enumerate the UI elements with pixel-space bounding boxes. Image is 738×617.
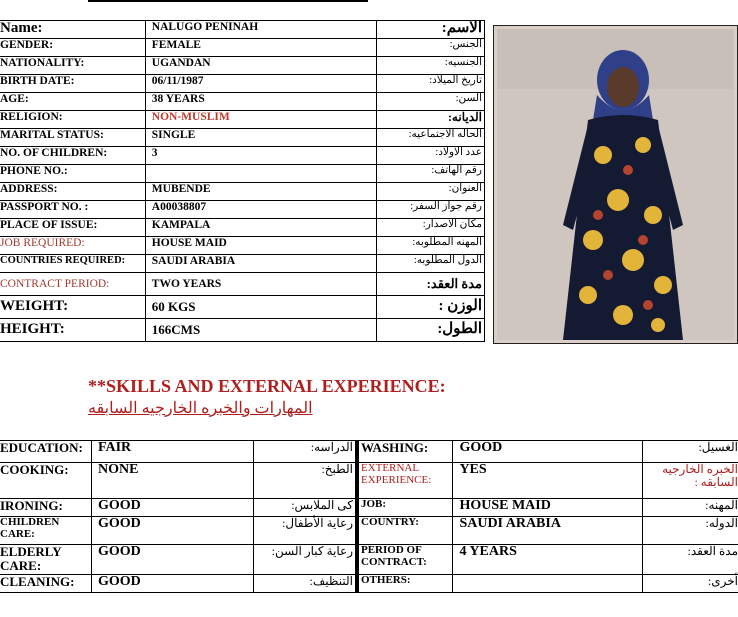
value-passport: A00038807: [145, 201, 376, 219]
personal-info-table: [0, 20, 485, 342]
value-countries: SAUDI ARABIA: [145, 255, 376, 273]
value-cooking: NONE: [91, 463, 253, 499]
label-children: NO. OF CHILDREN:: [0, 147, 145, 165]
ar-label-age: السن:: [377, 93, 485, 111]
ar-label-external-experience: الخبره الخارجيه السابقه :: [643, 463, 738, 499]
label-others: OTHERS:: [357, 575, 453, 593]
value-job: HOUSE MAID: [453, 499, 643, 517]
label-cooking: COOKING:: [0, 463, 91, 499]
ar-label-countries: الدول المطلوبه:: [377, 255, 485, 273]
label-ironing: IRONING:: [0, 499, 91, 517]
ar-label-name: الاسم:: [377, 21, 485, 39]
value-others: [453, 575, 643, 593]
label-passport: PASSPORT NO. :: [0, 201, 145, 219]
skills-heading-ar: المهارات والخبره الخارجيه السابقه: [88, 400, 313, 417]
ar-label-passport: رقم جواز السفر:: [377, 201, 485, 219]
label-gender: GENDER:: [0, 39, 145, 57]
row-job-required: [0, 237, 485, 255]
label-job-required: JOB REQUIRED:: [0, 237, 145, 255]
top-rule: [88, 0, 368, 2]
skills-row: [0, 463, 738, 499]
value-birth-date: 06/11/1987: [145, 75, 376, 93]
row-age: [0, 93, 485, 111]
ar-label-washing: الغسيل:: [643, 441, 738, 463]
label-children-care: CHILDREN CARE:: [0, 517, 91, 545]
label-cleaning: CLEANING:: [0, 575, 91, 593]
value-gender: FEMALE: [145, 39, 376, 57]
ar-label-cleaning: التنظيف:: [253, 575, 357, 593]
value-marital-status: SINGLE: [145, 129, 376, 147]
label-countries: COUNTRIES REQUIRED:: [0, 255, 145, 273]
row-children: [0, 147, 485, 165]
value-weight: 60 KGS: [145, 296, 376, 319]
ar-label-ironing: كى الملابس:: [253, 499, 357, 517]
ar-label-height: الطول:: [377, 319, 485, 342]
row-passport: [0, 201, 485, 219]
skills-row: [0, 499, 738, 517]
value-cleaning: GOOD: [91, 575, 253, 593]
label-religion: RELIGION:: [0, 111, 145, 129]
skills-table: [0, 440, 738, 593]
value-name: NALUGO PENINAH: [145, 21, 376, 39]
row-countries: [0, 255, 485, 273]
value-children: 3: [145, 147, 376, 165]
ar-label-elderly-care: رعاية كبار السن:: [253, 545, 357, 575]
ar-label-weight: الوزن :: [377, 296, 485, 319]
ar-label-contract-period: مدة العقد:: [377, 273, 485, 296]
row-contract-period: [0, 273, 485, 296]
ar-label-children: عدد الاولاد:: [377, 147, 485, 165]
ar-label-phone: رقم الهاتف:: [377, 165, 485, 183]
row-name: [0, 21, 485, 39]
row-address: [0, 183, 485, 201]
skills-row: [0, 575, 738, 593]
label-country: COUNTRY:: [357, 517, 453, 545]
label-place-of-issue: PLACE OF ISSUE:: [0, 219, 145, 237]
ar-label-nationality: الجنسيه:: [377, 57, 485, 75]
label-height: HEIGHT:: [0, 319, 145, 342]
ar-label-birth-date: تاريخ الميلاد:: [377, 75, 485, 93]
row-nationality: [0, 57, 485, 75]
ar-label-education: الدراسه:: [253, 441, 357, 463]
skills-heading: **SKILLS AND EXTERNAL EXPERIENCE:: [88, 376, 446, 396]
label-education: EDUCATION:: [0, 441, 91, 463]
value-education: FAIR: [91, 441, 253, 463]
value-children-care: GOOD: [91, 517, 253, 545]
label-contract-period: CONTRACT PERIOD:: [0, 273, 145, 296]
value-period-of-contract: 4 YEARS: [453, 545, 643, 575]
ar-label-others: أخرى:: [643, 575, 738, 593]
candidate-photo: [493, 25, 738, 344]
value-contract-period: TWO YEARS: [145, 273, 376, 296]
row-weight: [0, 296, 485, 319]
skills-row: [0, 517, 738, 545]
label-marital-status: MARITAL STATUS:: [0, 129, 145, 147]
row-height: [0, 319, 485, 342]
label-period-of-contract: PERIOD OF CONTRACT:: [357, 545, 453, 575]
row-birth-date: [0, 75, 485, 93]
value-elderly-care: GOOD: [91, 545, 253, 575]
label-nationality: NATIONALITY:: [0, 57, 145, 75]
ar-label-cooking: الطبخ:: [253, 463, 357, 499]
row-marital-status: [0, 129, 485, 147]
value-age: 38 YEARS: [145, 93, 376, 111]
value-external-experience: YES: [453, 463, 643, 499]
value-ironing: GOOD: [91, 499, 253, 517]
label-job: JOB:: [357, 499, 453, 517]
label-external-experience: EXTERNAL EXPERIENCE:: [357, 463, 453, 499]
value-height: 166CMS: [145, 319, 376, 342]
row-gender: [0, 39, 485, 57]
ar-label-religion: الديانه:: [377, 111, 485, 129]
ar-label-gender: الجنس:: [377, 39, 485, 57]
value-religion: NON-MUSLIM: [145, 111, 376, 129]
value-washing: GOOD: [453, 441, 643, 463]
label-weight: WEIGHT:: [0, 296, 145, 319]
value-address: MUBENDE: [145, 183, 376, 201]
label-birth-date: BIRTH DATE:: [0, 75, 145, 93]
skills-row: [0, 441, 738, 463]
label-age: AGE:: [0, 93, 145, 111]
value-place-of-issue: KAMPALA: [145, 219, 376, 237]
ar-label-place-of-issue: مكان الاصدار:: [377, 219, 485, 237]
row-place-of-issue: [0, 219, 485, 237]
label-elderly-care: ELDERLY CARE:: [0, 545, 91, 575]
ar-label-job-required: المهنه المطلوبه:: [377, 237, 485, 255]
ar-label-country: الدوله:: [643, 517, 738, 545]
label-name: Name:: [0, 21, 145, 39]
value-phone: [145, 165, 376, 183]
ar-label-period-of-contract: مدة العقد:: [643, 545, 738, 575]
skills-row: [0, 545, 738, 575]
ar-label-job: المهنه:: [643, 499, 738, 517]
value-job-required: HOUSE MAID: [145, 237, 376, 255]
ar-label-marital-status: الحاله الاجتماعيه:: [377, 129, 485, 147]
row-religion: [0, 111, 485, 129]
label-address: ADDRESS:: [0, 183, 145, 201]
label-washing: WASHING:: [357, 441, 453, 463]
value-nationality: UGANDAN: [145, 57, 376, 75]
row-phone: [0, 165, 485, 183]
ar-label-address: العنوان:: [377, 183, 485, 201]
value-country: SAUDI ARABIA: [453, 517, 643, 545]
label-phone: PHONE NO.:: [0, 165, 145, 183]
ar-label-children-care: رعاية الأطفال:: [253, 517, 357, 545]
